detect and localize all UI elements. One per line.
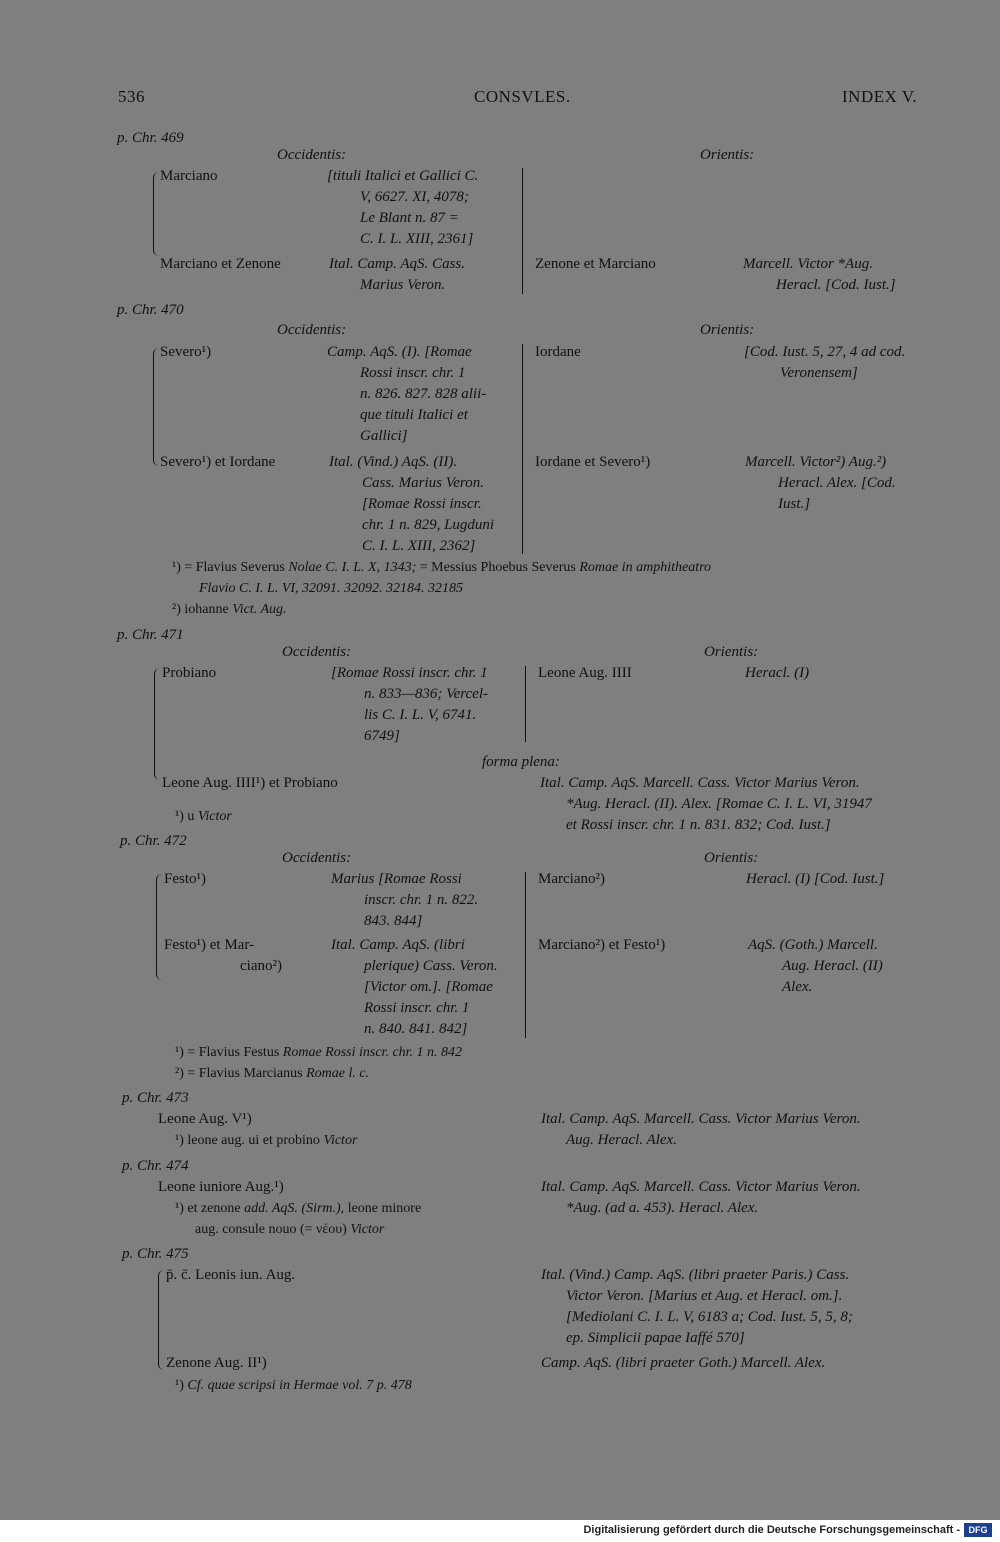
- footnote-text: Nolae C. I. L. X, 1343;: [288, 560, 417, 575]
- footnote-text: aug. consule nouo (= νέου): [195, 1222, 347, 1237]
- consul-name: Zenone Aug. II¹): [166, 1355, 267, 1371]
- consul-name: Festo¹) et Mar-: [164, 937, 255, 953]
- year-469: p. Chr. 469: [117, 130, 184, 146]
- forma-plena-label: forma plena:: [482, 754, 560, 770]
- column-rule: [522, 168, 523, 294]
- consul-name: Leone Aug. IIII¹) et Probiano: [162, 775, 338, 791]
- footnote-text: Romae l. c.: [306, 1066, 370, 1081]
- year-470: p. Chr. 470: [117, 302, 184, 318]
- source-line: 6749]: [364, 728, 400, 744]
- footnote-text: Romae Rossi inscr. chr. 1 n. 842: [282, 1045, 463, 1060]
- footnote: [175, 1063, 369, 1084]
- source-line: Ital. (Vind.) AqS. (II).: [329, 454, 458, 470]
- occidentis-label: Occidentis:: [277, 322, 347, 338]
- index-label: INDEX V.: [842, 87, 918, 106]
- consul-name: Severo¹) et Iordane: [160, 454, 276, 470]
- source-line: Victor Veron. [Marius et Aug. et Heracl. om.].: [566, 1288, 843, 1304]
- brace: [158, 1270, 166, 1370]
- source-line: Aug. Heracl. (II): [782, 958, 883, 974]
- source-line: 843. 844]: [364, 913, 423, 929]
- consul-name: Leone Aug. V¹): [158, 1111, 252, 1127]
- source-line: Veronensem]: [780, 365, 858, 381]
- year-472: p. Chr. 472: [120, 833, 187, 849]
- footnote-text: Victor: [350, 1222, 385, 1237]
- footnote-text: Victor: [197, 809, 232, 824]
- consul-name: ciano²): [240, 958, 282, 974]
- source-line: plerique) Cass. Veron.: [364, 958, 498, 974]
- column-rule: [525, 872, 526, 1038]
- consul-name: Severo¹): [160, 344, 212, 360]
- footnote-text: ¹) = Flavius Festus: [175, 1045, 280, 1060]
- footnote-text: Vict. Aug.: [232, 602, 287, 617]
- source-line: Marcell. Victor *Aug.: [743, 256, 873, 272]
- source-line: Aug. Heracl. Alex.: [566, 1132, 677, 1148]
- source-line: et Rossi inscr. chr. 1 n. 831. 832; Cod. Iust.]: [566, 817, 831, 833]
- consul-name: Marciano: [160, 168, 218, 184]
- source-line: Le Blant n. 87 =: [360, 210, 459, 226]
- funding-notice: Digitalisierung gefördert durch die Deutsche Forschungsgemeinschaft -: [583, 1524, 960, 1536]
- footnote: [195, 1219, 384, 1240]
- footnote-text: Cf. quae scripsi in Hermae vol. 7 p. 478: [187, 1378, 412, 1393]
- year-471: p. Chr. 471: [117, 627, 184, 643]
- footnote-text: Victor: [323, 1133, 358, 1148]
- source-line: Marius [Romae Rossi: [331, 871, 462, 887]
- footer-bar: [0, 1520, 1000, 1542]
- source-line: n. 840. 841. 842]: [364, 1021, 468, 1037]
- footnote-text: ¹): [175, 1378, 184, 1393]
- source-line: [Mediolani C. I. L. V, 6183 a; Cod. Iust. 5, 5, 8;: [566, 1309, 853, 1325]
- consul-name: Leone iuniore Aug.¹): [158, 1179, 284, 1195]
- dfg-logo: DFG: [964, 1523, 992, 1537]
- year-475: p. Chr. 475: [122, 1246, 189, 1262]
- consul-name-east: Iordane et Severo¹): [535, 454, 651, 470]
- consul-name-east: Marciano²) et Festo¹): [538, 937, 666, 953]
- source-line: [Romae Rossi inscr. chr. 1: [331, 665, 488, 681]
- source-line: Camp. AqS. (I). [Romae: [327, 344, 472, 360]
- footnote-text: ¹) u: [175, 809, 195, 824]
- source-line: *Aug. Heracl. (II). Alex. [Romae C. I. L. VI, 31947: [566, 796, 872, 812]
- source-line: Ital. Camp. AqS. Marcell. Cass. Victor Marius Veron.: [541, 1111, 861, 1127]
- brace: [153, 348, 161, 466]
- footnote-text: Romae in amphitheatro: [579, 560, 712, 575]
- footnote: [175, 1198, 421, 1219]
- brace: [156, 874, 164, 980]
- source-line: [Cod. Iust. 5, 27, 4 ad cod.: [744, 344, 906, 360]
- orientis-label: Orientis:: [700, 322, 755, 338]
- footnote: [175, 1375, 412, 1396]
- source-line: Camp. AqS. (libri praeter Goth.) Marcell. Alex.: [541, 1355, 826, 1371]
- footnote-text: ²) = Flavius Marcianus: [175, 1066, 303, 1081]
- source-line: C. I. L. XIII, 2362]: [362, 538, 476, 554]
- source-line: Gallici]: [360, 428, 408, 444]
- occidentis-label: Occidentis:: [282, 850, 352, 866]
- brace: [154, 668, 162, 780]
- source-line: Marcell. Victor²) Aug.²): [745, 454, 887, 470]
- source-line: Heracl. Alex. [Cod.: [778, 475, 896, 491]
- consul-name-east: Zenone et Marciano: [535, 256, 656, 272]
- source-line: Rossi inscr. chr. 1: [364, 1000, 470, 1016]
- orientis-label: Orientis:: [704, 850, 759, 866]
- source-line: Ital. (Vind.) Camp. AqS. (libri praeter Paris.) Cass.: [541, 1267, 850, 1283]
- footnote-text: Flavio C. I. L. VI, 32091. 32092. 32184. 32185: [199, 581, 464, 596]
- source-line: [tituli Italici et Gallici C.: [327, 168, 479, 184]
- consul-name-east: Marciano²): [538, 871, 605, 887]
- footnote-text: ²) iohanne: [172, 602, 229, 617]
- source-line: Marius Veron.: [360, 277, 446, 293]
- occidentis-label: Occidentis:: [282, 644, 352, 660]
- source-line: *Aug. (ad a. 453). Heracl. Alex.: [566, 1200, 759, 1216]
- source-line: Cass. Marius Veron.: [362, 475, 484, 491]
- source-line: Ital. Camp. AqS. Marcell. Cass. Victor Marius Veron.: [540, 775, 860, 791]
- footnote-text: ¹) leone aug. ui et probino: [175, 1133, 320, 1148]
- source-line: n. 833—836; Vercel-: [364, 686, 488, 702]
- year-473: p. Chr. 473: [122, 1090, 189, 1106]
- consul-name: Marciano et Zenone: [160, 256, 281, 272]
- source-line: que tituli Italici et: [360, 407, 468, 423]
- consul-name-east: Leone Aug. IIII: [538, 665, 632, 681]
- footnote: [175, 1042, 462, 1063]
- page-title: CONSVLES.: [474, 87, 571, 106]
- source-line: V, 6627. XI, 4078;: [360, 189, 469, 205]
- column-rule: [522, 344, 523, 554]
- source-line: lis C. I. L. V, 6741.: [364, 707, 477, 723]
- footnote-text: ¹) et zenone: [175, 1201, 241, 1216]
- footnote: [172, 557, 711, 578]
- footnote-text: leone minore: [347, 1201, 422, 1216]
- source-line: Heracl. [Cod. Iust.]: [776, 277, 896, 293]
- occidentis-label: Occidentis:: [277, 147, 347, 163]
- page-number: 536: [118, 87, 145, 106]
- source-line: inscr. chr. 1 n. 822.: [364, 892, 479, 908]
- source-line: Heracl. (I): [745, 665, 810, 681]
- source-line: Ital. Camp. AqS. (libri: [331, 937, 465, 953]
- footnote-text: add. AqS. (Sirm.),: [244, 1201, 345, 1216]
- source-line: [Victor om.]. [Romae: [364, 979, 493, 995]
- source-line: C. I. L. XIII, 2361]: [360, 231, 474, 247]
- column-rule: [525, 666, 526, 742]
- consul-name: Festo¹): [164, 871, 206, 887]
- source-line: n. 826. 827. 828 alii-: [360, 386, 487, 402]
- orientis-label: Orientis:: [704, 644, 759, 660]
- footnote-text: = Messius Phoebus Severus: [419, 560, 576, 575]
- footnote: [172, 599, 287, 620]
- source-line: Iust.]: [778, 496, 811, 512]
- year-474: p. Chr. 474: [122, 1158, 189, 1174]
- source-line: Heracl. (I) [Cod. Iust.]: [746, 871, 885, 887]
- consul-name: Probiano: [162, 665, 217, 681]
- source-line: ep. Simplicii papae Iaffé 570]: [566, 1330, 745, 1346]
- source-line: chr. 1 n. 829, Lugduni: [362, 517, 495, 533]
- footnote: [175, 1130, 357, 1151]
- orientis-label: Orientis:: [700, 147, 755, 163]
- source-line: AqS. (Goth.) Marcell.: [748, 937, 878, 953]
- consul-name-east: Iordane: [535, 344, 581, 360]
- source-line: [Romae Rossi inscr.: [362, 496, 482, 512]
- source-line: Rossi inscr. chr. 1: [360, 365, 466, 381]
- footnote-text: ¹) = Flavius Severus: [172, 560, 285, 575]
- consul-name: p̄. c̄. Leonis iun. Aug.: [166, 1267, 296, 1283]
- footnote: [175, 806, 232, 827]
- source-line: Alex.: [782, 979, 813, 995]
- source-line: Ital. Camp. AqS. Marcell. Cass. Victor Marius Veron.: [541, 1179, 861, 1195]
- source-line: Ital. Camp. AqS. Cass.: [329, 256, 465, 272]
